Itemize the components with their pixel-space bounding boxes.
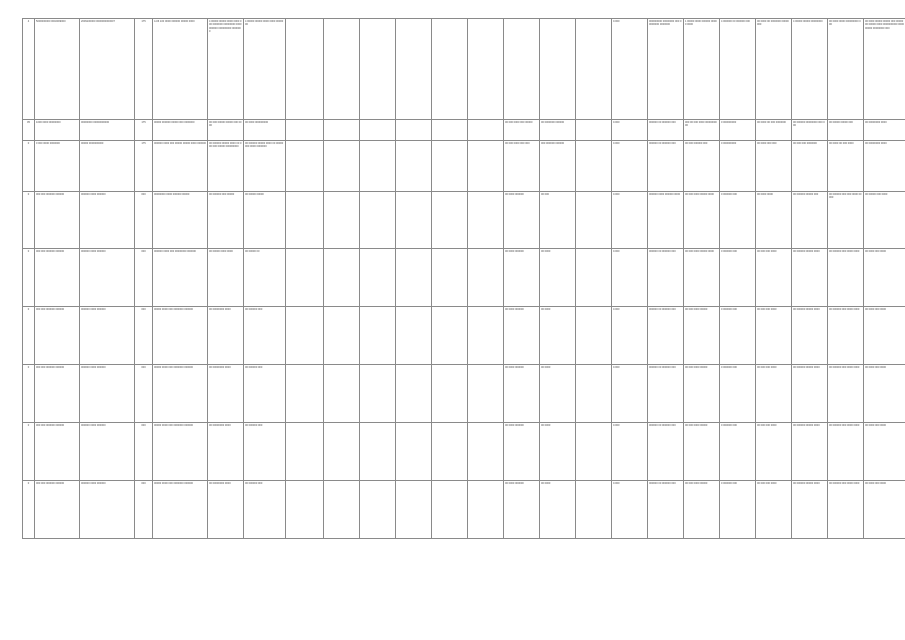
table-cell: 0 000000 000 bbox=[720, 192, 756, 249]
table-cell: 000 000000 000000 bbox=[540, 141, 576, 192]
table-cell: 00 0000 000000 bbox=[504, 481, 540, 539]
table-cell bbox=[576, 481, 612, 539]
table-cell: 00 000000 000 bbox=[244, 481, 286, 539]
table-cell bbox=[576, 365, 612, 423]
table-cell: 00 000 0000 00000 bbox=[684, 481, 720, 539]
table-cell: 00 0000 000000 bbox=[504, 249, 540, 307]
table-cell: 00 000 0000 00000 0000 bbox=[684, 249, 720, 307]
table-row bbox=[23, 141, 905, 192]
table-cell: 000000 0000 000 00000 00000 0000 000000 bbox=[153, 141, 208, 192]
table-cell bbox=[576, 192, 612, 249]
table-cell: 00 0000 bbox=[540, 307, 576, 365]
table-cell: 00 0000 00 0000000 00000000 bbox=[756, 19, 792, 120]
table-cell: 00 00000000 0000 bbox=[208, 481, 244, 539]
table-cell: 00 000000 000 0000 0000 bbox=[828, 365, 864, 423]
table-cell bbox=[576, 307, 612, 365]
table-cell: 000 bbox=[135, 365, 153, 423]
table-row bbox=[23, 249, 905, 307]
table-cell: 000 000 000000 000000 bbox=[35, 481, 80, 539]
table-cell: 000000 00 000000 000 bbox=[648, 423, 684, 481]
table-cell: 0 bbox=[23, 192, 35, 249]
table-cell: 00 0000 000 0000 bbox=[864, 481, 905, 539]
table-cell bbox=[540, 19, 576, 120]
table-cell bbox=[286, 19, 324, 120]
table-cell: 00 0000 0000 000000000 000 bbox=[828, 19, 864, 120]
table-cell: 00 000000 000 000 0000 00000 bbox=[828, 192, 864, 249]
table-cell: 4 00000 00000 0000 0000 000 0000000 00000000 0000000000 000000000 0000000 bbox=[208, 19, 244, 120]
table-cell bbox=[286, 249, 324, 307]
table-row bbox=[23, 120, 905, 141]
table-cell: 000 000 000000 000000 bbox=[35, 423, 80, 481]
table-cell: 00 0000 bbox=[540, 481, 576, 539]
table-cell bbox=[468, 120, 504, 141]
table-cell: 00 000 000 0000 bbox=[756, 481, 792, 539]
table-cell: 00000 000000 00000 000 0000000 bbox=[153, 120, 208, 141]
table-cell: 05 bbox=[23, 120, 35, 141]
table-cell: 000 bbox=[135, 481, 153, 539]
table-cell bbox=[396, 307, 432, 365]
table-cell: 00 0000 000 0000 bbox=[864, 249, 905, 307]
table-cell bbox=[360, 423, 396, 481]
table-cell: 175 bbox=[135, 120, 153, 141]
table-cell: 00 00000000 0000 bbox=[208, 307, 244, 365]
table-cell: 000000 00 000000 000 bbox=[648, 481, 684, 539]
table-cell bbox=[432, 19, 468, 120]
table-cell: 0 000 0000 0000000 bbox=[35, 141, 80, 192]
table-cell: 0 000000 000 bbox=[720, 423, 756, 481]
table-cell: 0 000000000 bbox=[720, 120, 756, 141]
table-cell: 000000 0000 000000 bbox=[80, 481, 135, 539]
table-cell: 00 000000 000 0000 0000 bbox=[828, 249, 864, 307]
table-cell: 00 0000 000000 bbox=[504, 307, 540, 365]
table-body bbox=[23, 19, 905, 539]
table-cell: 00 0000 000000 bbox=[504, 423, 540, 481]
table-row bbox=[23, 365, 905, 423]
table-cell: 000000 0000 000000 bbox=[80, 365, 135, 423]
table-cell: 00 00000 00000 000 bbox=[828, 120, 864, 141]
table-cell: 000000 00 000000 000 bbox=[648, 365, 684, 423]
table-row bbox=[23, 423, 905, 481]
table-cell: 000000 0000 000 00000000 000000 bbox=[153, 249, 208, 307]
table-cell: 00 0000 000000 bbox=[504, 365, 540, 423]
table-cell: 0 000000 000 bbox=[720, 249, 756, 307]
table-cell: 000 000 000000 000000 bbox=[35, 249, 80, 307]
table-cell bbox=[396, 120, 432, 141]
table-row bbox=[23, 19, 905, 120]
table-cell: 00 0000 000 0000 bbox=[864, 365, 905, 423]
table-cell: 4 00000 00000 0000 0000 0000000 bbox=[244, 19, 286, 120]
table-cell bbox=[468, 19, 504, 120]
table-cell: 00 000 000000 000 bbox=[684, 141, 720, 192]
table-cell: 175 bbox=[135, 141, 153, 192]
table-cell bbox=[396, 481, 432, 539]
table-row bbox=[23, 192, 905, 249]
table-cell bbox=[468, 307, 504, 365]
table-cell: 000000 0000 000000 bbox=[80, 192, 135, 249]
table-cell: 00 0000 0000 bbox=[756, 192, 792, 249]
table-cell bbox=[468, 141, 504, 192]
table-cell: 00 000000 00000 000 bbox=[792, 192, 828, 249]
table-cell bbox=[396, 423, 432, 481]
table-cell: 0.000 bbox=[612, 120, 648, 141]
table-cell: 0 bbox=[23, 249, 35, 307]
table-cell bbox=[324, 423, 360, 481]
table-cell bbox=[324, 307, 360, 365]
table-cell: 00 000 0000 00000 bbox=[684, 365, 720, 423]
table-cell: 000 00 000 0000 0000000000 bbox=[684, 120, 720, 141]
table-cell: 0 000000 000 bbox=[720, 365, 756, 423]
table-cell: 000 000 000000 000000 bbox=[35, 192, 80, 249]
table-cell: 00 000 000 0000 bbox=[756, 423, 792, 481]
table-cell bbox=[432, 423, 468, 481]
table-cell: 000000 0000 000000 0000 bbox=[648, 192, 684, 249]
table-cell bbox=[432, 141, 468, 192]
table-cell: 00 000 0000 000 00000 bbox=[504, 120, 540, 141]
table-cell: 000 bbox=[135, 192, 153, 249]
table-cell bbox=[396, 249, 432, 307]
table-cell: 000000 0000 000000 bbox=[80, 423, 135, 481]
table-cell bbox=[360, 19, 396, 120]
table-cell: 4 00000 00000 00000000 bbox=[792, 19, 828, 120]
table-cell bbox=[324, 481, 360, 539]
table-cell: 0 000000 000 bbox=[720, 481, 756, 539]
table-cell bbox=[468, 192, 504, 249]
table-cell: 00 0000 00000 00000 000 0000000 00000 0000 0000000000 000000000 00000000 000 bbox=[864, 19, 905, 120]
table-cell: 00000 0000000000 bbox=[80, 141, 135, 192]
table-cell: 00 000000 00000 0000 00 000 000 00000 000000000 bbox=[208, 141, 244, 192]
table-cell bbox=[324, 192, 360, 249]
table-cell bbox=[468, 365, 504, 423]
table-cell: 00 000000 00000 0000 bbox=[792, 423, 828, 481]
table-cell: 00 000000 00000 0000 bbox=[792, 307, 828, 365]
table-cell bbox=[360, 307, 396, 365]
table-cell: 00 000000 00000000 000 000 bbox=[792, 120, 828, 141]
table-cell: 00 000 0000 000 000 bbox=[504, 141, 540, 192]
table-cell: 0 000000 000 bbox=[720, 307, 756, 365]
table-cell: 00 0000 000000000 bbox=[244, 120, 286, 141]
table-cell bbox=[360, 192, 396, 249]
table-cell bbox=[504, 19, 540, 120]
table-cell: 00000 0000 000 0000000 000000 bbox=[153, 481, 208, 539]
table-cell: 00 0000 00 000 0000000 bbox=[756, 120, 792, 141]
table-cell: 0.000 bbox=[612, 481, 648, 539]
table-cell: 00 000000 000 0000 0000 bbox=[828, 423, 864, 481]
table-cell bbox=[432, 481, 468, 539]
table-cell: 00 000000 00000 0000 bbox=[792, 481, 828, 539]
table-cell: 00 000000 000 0000 0000 bbox=[828, 307, 864, 365]
table-cell: 0 bbox=[23, 365, 35, 423]
table-cell bbox=[432, 365, 468, 423]
table-cell: 0.000 bbox=[612, 249, 648, 307]
table-cell: 1 00000 0000 000000 00000 0000 bbox=[684, 19, 720, 120]
table-cell: 00 000000 00000 0000 bbox=[792, 365, 828, 423]
table-cell: 0 bbox=[23, 141, 35, 192]
table-cell: 000 000 000000 000000 bbox=[35, 307, 80, 365]
table-cell: 0.000 bbox=[612, 19, 648, 120]
table-cell: 00 0000 000 000 bbox=[756, 141, 792, 192]
table-cell bbox=[396, 141, 432, 192]
table-cell: 00 000000 000 00000 bbox=[208, 192, 244, 249]
table-cell: 00 000000 000 0000 0000 bbox=[828, 481, 864, 539]
table-cell: 000000000 00000000 000 00000000 0000000 bbox=[648, 19, 684, 120]
table-cell: 00000000 0000 000000 00000 bbox=[153, 192, 208, 249]
table-cell: 00000 0000 000 0000000 000000 bbox=[153, 365, 208, 423]
table-cell: 0 bbox=[23, 481, 35, 539]
table-cell: 00 0000 bbox=[540, 365, 576, 423]
table-cell bbox=[468, 481, 504, 539]
table-cell: 4 bbox=[23, 19, 35, 120]
table-cell: 00 000 bbox=[540, 192, 576, 249]
table-cell: 00 000000 00000 0000 bbox=[792, 249, 828, 307]
table-cell bbox=[432, 192, 468, 249]
table-cell: 00 0000 000 0000 bbox=[864, 307, 905, 365]
table-cell bbox=[286, 307, 324, 365]
table-cell bbox=[360, 141, 396, 192]
table-cell: 00 00000000 0000 bbox=[208, 365, 244, 423]
table-cell: 000 bbox=[135, 249, 153, 307]
table-cell: 0 000000000 bbox=[720, 141, 756, 192]
table-cell: 000000 00 000000 000 bbox=[648, 249, 684, 307]
table-cell bbox=[432, 120, 468, 141]
table-cell: 00 00000 0000 0000 bbox=[208, 249, 244, 307]
table-cell: 00 0000 bbox=[540, 423, 576, 481]
table-cell bbox=[576, 423, 612, 481]
table-cell: 00 000000 000 bbox=[244, 423, 286, 481]
table-cell bbox=[324, 141, 360, 192]
table-cell bbox=[324, 19, 360, 120]
table-cell bbox=[360, 365, 396, 423]
document-table bbox=[22, 18, 905, 539]
table-cell: 00 0000 000 0000 bbox=[864, 423, 905, 481]
table-cell: 4 000000 00 000000 000 bbox=[720, 19, 756, 120]
table-cell bbox=[396, 19, 432, 120]
table-cell bbox=[360, 481, 396, 539]
table-cell: 00 000000 000 bbox=[244, 365, 286, 423]
table-cell: 00 0000 00 000 0000 bbox=[828, 141, 864, 192]
table-cell: 000000 0000 000000 bbox=[80, 307, 135, 365]
table-cell: 00 000000 00000 0000 00 00000 000 0000 0000000 bbox=[244, 141, 286, 192]
table-cell: 2009100000 0000000000007 bbox=[80, 19, 135, 120]
table-row bbox=[23, 481, 905, 539]
table-cell: 000000 00 000000 000 bbox=[648, 120, 684, 141]
table-cell bbox=[468, 423, 504, 481]
table-cell: 0.000 bbox=[612, 307, 648, 365]
table-cell bbox=[576, 249, 612, 307]
table-cell: 00000 0000 000 0000000 000000 bbox=[153, 423, 208, 481]
table-cell bbox=[396, 365, 432, 423]
table-cell: 175 bbox=[135, 19, 153, 120]
table-cell: 00 000 000 0000000 bbox=[792, 141, 828, 192]
table-cell bbox=[468, 249, 504, 307]
table-cell bbox=[286, 423, 324, 481]
table-cell: 00 000 000 0000 bbox=[756, 365, 792, 423]
table-cell: 00 000 0000 00000 bbox=[684, 307, 720, 365]
table-cell bbox=[576, 19, 612, 120]
table-cell: 0.000 bbox=[612, 141, 648, 192]
table-cell: 000 000 000000 000000 bbox=[35, 365, 80, 423]
table-cell: 0 bbox=[23, 307, 35, 365]
table-cell: 0.000 bbox=[612, 423, 648, 481]
table-cell: 00000000 00000000000 bbox=[80, 120, 135, 141]
table-cell bbox=[432, 307, 468, 365]
table-cell bbox=[286, 120, 324, 141]
table-cell: 00 000 000 0000 bbox=[756, 249, 792, 307]
table-cell: 000 bbox=[135, 423, 153, 481]
table-cell bbox=[324, 365, 360, 423]
table-cell bbox=[360, 120, 396, 141]
table-cell bbox=[286, 192, 324, 249]
table-cell: 00 000000 000 bbox=[244, 307, 286, 365]
table-cell bbox=[324, 249, 360, 307]
table-cell: 00000 0000 000 0000000 000000 bbox=[153, 307, 208, 365]
table-cell bbox=[432, 249, 468, 307]
table-cell: 00 000 0000 00000 0000 bbox=[684, 192, 720, 249]
table-cell: 00 00000000 0000 bbox=[864, 141, 905, 192]
table-cell bbox=[286, 365, 324, 423]
table-cell: 00 00000000 0000 bbox=[864, 120, 905, 141]
table-cell bbox=[324, 120, 360, 141]
table-cell: 000000 0000 000000 bbox=[80, 249, 135, 307]
table-cell: 0 bbox=[23, 423, 35, 481]
table-cell: 00 00000 00 bbox=[244, 249, 286, 307]
table-cell: 00 0000 000000 bbox=[504, 192, 540, 249]
table-cell: 000000 00 000000 000 bbox=[648, 141, 684, 192]
table-cell: 000000 00 000000 000 bbox=[648, 307, 684, 365]
table-cell: 00 00000 000 0000 bbox=[864, 192, 905, 249]
table-cell: 5000000000 0002009000 bbox=[35, 19, 80, 120]
table-cell: 00 00000 00000 bbox=[244, 192, 286, 249]
table-cell: 0.000 bbox=[612, 192, 648, 249]
table-cell: 1000 0000 00000000 bbox=[35, 120, 80, 141]
table-cell: 00 000 000 0000 bbox=[756, 307, 792, 365]
table-cell: 000 bbox=[135, 307, 153, 365]
table-cell: 00 00000000 0000 bbox=[208, 423, 244, 481]
table-cell bbox=[396, 192, 432, 249]
table-cell: 00 0000000 000000 bbox=[540, 120, 576, 141]
table-cell bbox=[286, 481, 324, 539]
table-cell bbox=[286, 141, 324, 192]
table-cell bbox=[576, 120, 612, 141]
table-cell: 00 000 0000 00000 bbox=[684, 423, 720, 481]
table-cell bbox=[360, 249, 396, 307]
table-cell: 00 000 00000 00000 000 0000 bbox=[208, 120, 244, 141]
table-cell bbox=[576, 141, 612, 192]
table-row bbox=[23, 307, 905, 365]
table-cell: 00 0000 bbox=[540, 249, 576, 307]
table-cell: 4-06 100 0000 000000 00000 0000 bbox=[153, 19, 208, 120]
table-cell: 0.000 bbox=[612, 365, 648, 423]
